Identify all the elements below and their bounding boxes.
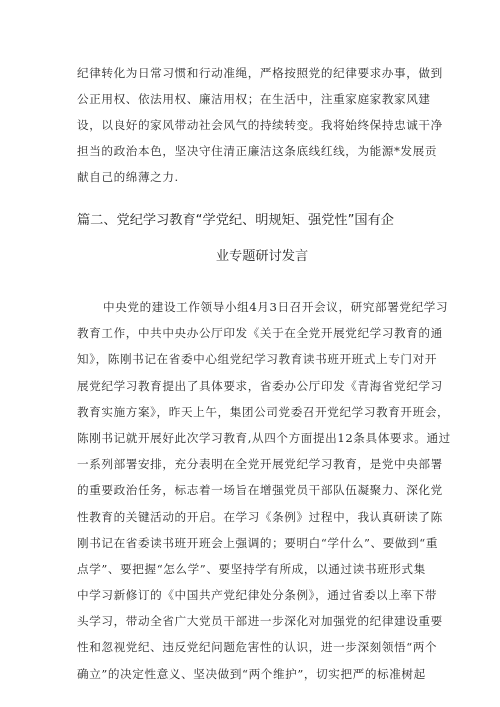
paragraph-line: 展党纪学习教育提出了具体要求，省委办公厅印发《青海省党纪学习 bbox=[77, 378, 443, 393]
paragraph-line: 教育工作，中共中央办公厅印发《关于在全党开展党纪学习教育的通 bbox=[77, 326, 443, 341]
paragraph-line: 献自己的绵薄之力. bbox=[77, 170, 179, 184]
body-paragraph bbox=[77, 294, 451, 687]
paragraph-line: 公正用权、依法用权、廉洁用权；在生活中，注重家庭家教家风建 bbox=[77, 92, 431, 106]
paragraph-line: 性和忽视党纪、违反党纪问题危害性的认识，进一步深刻领悟“两个 bbox=[77, 640, 438, 655]
paragraph-line: 刚书记在省委读书班开班会上强调的；要明白“学什么”、要做到“重 bbox=[77, 535, 439, 550]
paragraph-line: 设，以良好的家风带动社会风气的持续转变。我将始终保持忠诚干净 bbox=[77, 118, 443, 132]
paragraph-line: 点学”、要把握“怎么学”、要坚持学有所成，以通过读书班形式集 bbox=[77, 561, 426, 576]
paragraph-line: 教育实施方案》，昨天上午，集团公司党委召开党纪学习教育开班会， bbox=[77, 404, 450, 419]
paragraph-line: 头学习，带动全省广大党员干部进一步深化对加强党的纪律建设重要 bbox=[77, 614, 443, 629]
section-title-line-1: 篇二、党纪学习教育“学党纪、明规矩、强党性”国有企 bbox=[77, 213, 394, 228]
paragraph-line: 陈刚书记就开展好此次学习教育,从四个方面提出12条具体要求。通过 bbox=[77, 430, 451, 445]
paragraph-line: 一系列部署安排，充分表明在全党开展党纪学习教育，是党中央部署 bbox=[77, 457, 443, 472]
top-paragraph bbox=[77, 60, 443, 190]
section-title-line-2: 业专题研讨发言 bbox=[215, 249, 309, 264]
paragraph-line: 的重要政治任务，标志着一场旨在增强党员干部队伍凝聚力、深化党 bbox=[77, 483, 443, 498]
paragraph-line: 担当的政治本色，坚决守住清正廉洁这条底线红线，为能源*发展贡 bbox=[77, 144, 438, 158]
paragraph-line: 中央党的建设工作领导小组4月3日召开会议，研究部署党纪学习 bbox=[103, 300, 449, 314]
paragraph-line: 确立”的决定性意义、坚决做到“两个维护”，切实把严的标准树起 bbox=[77, 666, 426, 681]
paragraph-line: 纪律转化为日常习惯和行动准绳，严格按照党的纪律要求办事，做到 bbox=[77, 66, 443, 80]
paragraph-line: 知》，陈刚书记在省委中心组党纪学习教育读书班开班式上专门对开 bbox=[77, 352, 438, 367]
paragraph-line: 中学习新修订的《中国共产党纪律处分条例》，通过省委以上率下带 bbox=[77, 588, 438, 603]
paragraph-line: 性教育的关键活动的开启。在学习《条例》过程中，我认真研读了陈 bbox=[77, 509, 443, 524]
